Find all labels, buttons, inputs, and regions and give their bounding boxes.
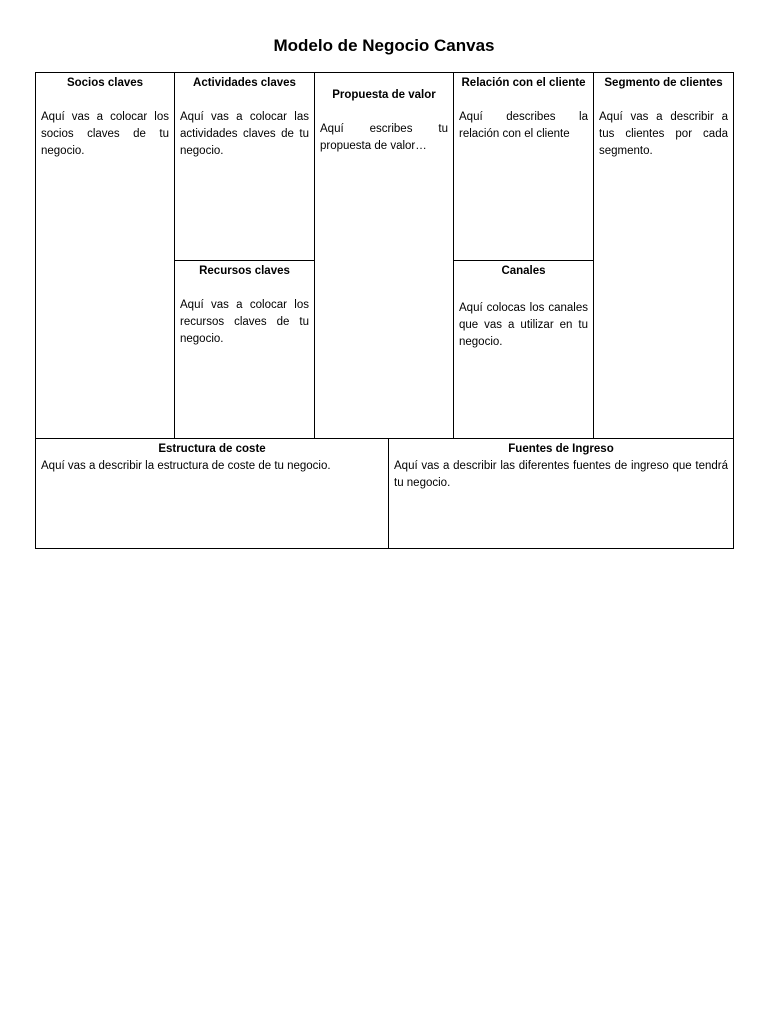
canales-block xyxy=(453,260,594,439)
propuesta-valor-text: Aquí escribes tu propuesta de valor… xyxy=(320,123,448,152)
relacion-cliente-heading: Relación con el cliente xyxy=(461,77,586,89)
canales-text: Aquí colocas los canales que vas a utilizar en tu negocio. xyxy=(459,302,588,348)
segmento-clientes-block xyxy=(593,72,734,439)
fuentes-ingreso-text: Aquí vas a describir las diferentes fuentes de ingreso que tendrá tu negocio. xyxy=(394,460,728,489)
estructura-coste-block xyxy=(35,438,389,549)
page-title: Modelo de Negocio Canvas xyxy=(273,36,495,55)
actividades-claves-block xyxy=(174,72,315,261)
fuentes-ingreso-block xyxy=(388,438,734,549)
socios-claves-block xyxy=(35,72,175,439)
actividades-claves-heading: Actividades claves xyxy=(193,77,296,89)
propuesta-valor-heading: Propuesta de valor xyxy=(332,89,436,101)
actividades-claves-text: Aquí vas a colocar las actividades claves de tu negocio. xyxy=(180,111,309,157)
relacion-cliente-text: Aquí describes la relación con el cliente xyxy=(459,111,588,140)
propuesta-valor-block xyxy=(314,72,454,439)
relacion-cliente-block xyxy=(453,72,594,261)
canales-heading: Canales xyxy=(501,265,546,277)
recursos-claves-block xyxy=(174,260,315,439)
socios-claves-text: Aquí vas a colocar los socios claves de tu negocio. xyxy=(41,111,169,157)
recursos-claves-text: Aquí vas a colocar los recursos claves de tu negocio. xyxy=(180,299,309,345)
recursos-claves-heading: Recursos claves xyxy=(199,265,290,277)
segmento-clientes-heading: Segmento de clientes xyxy=(604,77,723,89)
estructura-coste-text: Aquí vas a describir la estructura de coste de tu negocio. xyxy=(41,460,331,472)
socios-claves-heading: Socios claves xyxy=(66,77,144,89)
segmento-clientes-text: Aquí vas a describir a tus clientes por cada segmento. xyxy=(599,111,728,157)
estructura-coste-heading: Estructura de coste xyxy=(158,443,266,455)
fuentes-ingreso-heading: Fuentes de Ingreso xyxy=(508,443,614,455)
